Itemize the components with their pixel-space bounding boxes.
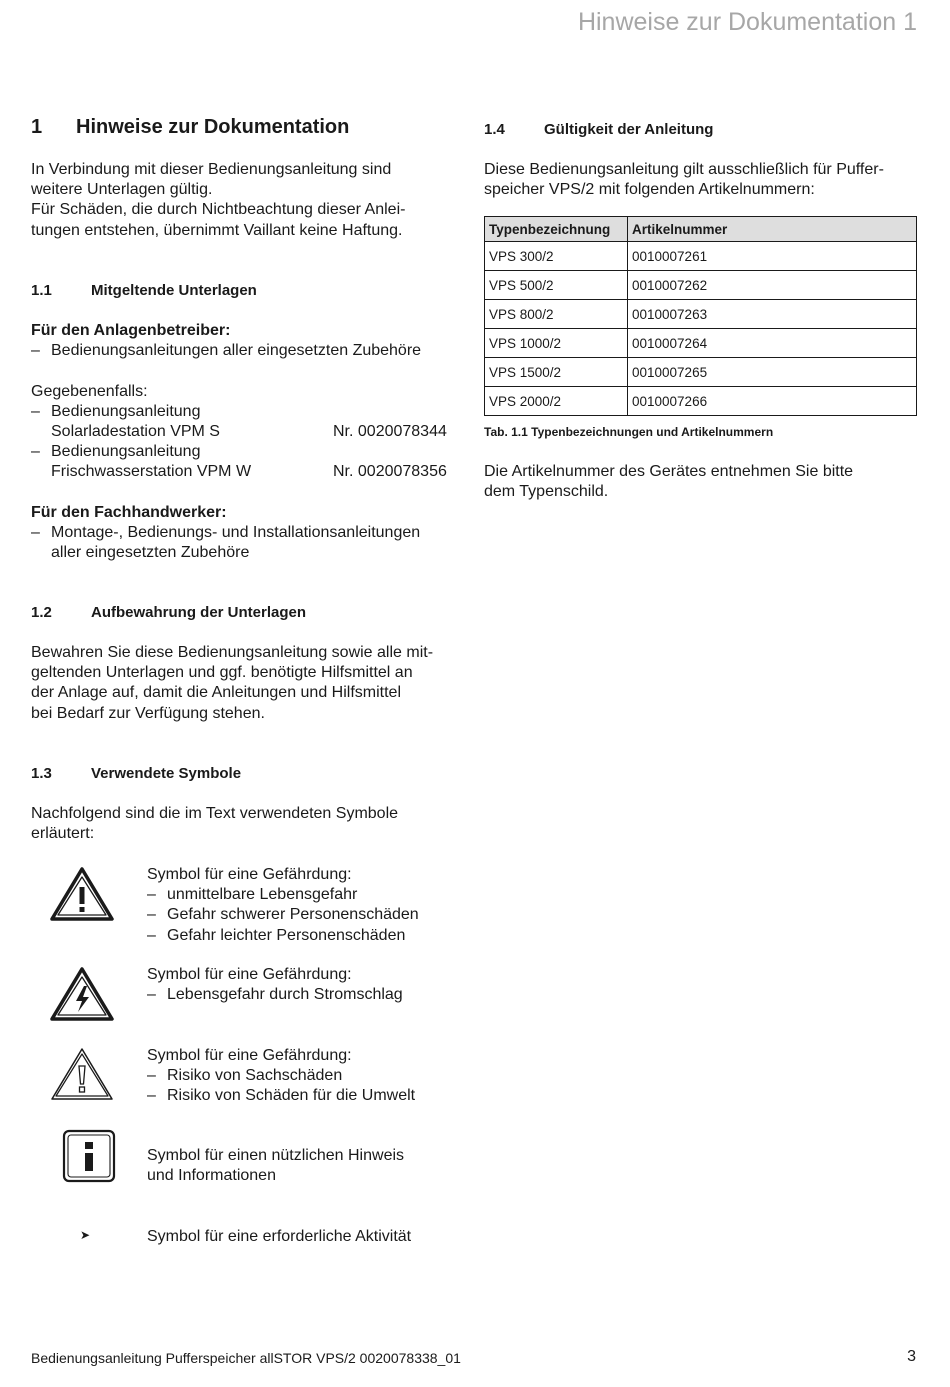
text-line: der Anlage auf, damit die Anleitungen und Hilfsmittel <box>31 684 402 702</box>
article-number-cell: 0010007263 <box>628 300 917 329</box>
table-row <box>485 242 917 271</box>
table-row <box>485 387 917 416</box>
text-line: dem Typenschild. <box>484 483 609 501</box>
list-item: – Risiko von Sachschäden <box>147 1067 343 1085</box>
table-row <box>485 358 917 387</box>
table-row <box>485 271 917 300</box>
section-title: Verwendete Symbole <box>91 765 242 782</box>
list-item: – Bedienungsanleitung <box>31 402 201 420</box>
text-line: weitere Unterlagen gültig. <box>31 181 213 199</box>
article-number-cell: 0010007265 <box>628 358 917 387</box>
type-cell: VPS 300/2 <box>485 242 628 271</box>
section-1-4-text <box>484 160 884 200</box>
electric-hazard-icon <box>49 966 115 1022</box>
article-number-cell: 0010007266 <box>628 387 917 416</box>
symbol-title: Symbol für eine Gefährdung: <box>147 966 352 983</box>
section-1-4-heading <box>484 121 713 138</box>
list-item-continuation: Solarladestation VPM S Nr. 0020078344 <box>31 422 463 442</box>
section-1-2-heading <box>31 604 306 621</box>
section-1-text <box>31 160 405 241</box>
symbol-description <box>147 965 403 1005</box>
text-line: Für Schäden, die durch Nichtbeachtung dieser Anlei- <box>31 201 406 219</box>
list-item-continuation: Frischwasserstation VPM W Nr. 0020078356 <box>31 462 463 482</box>
table-row <box>485 329 917 358</box>
list-item: – Bedienungsanleitungen aller eingesetzten Zubehöre <box>31 342 422 360</box>
section-number: 1.2 <box>31 604 52 621</box>
section-number: 1.3 <box>31 765 52 782</box>
list-item-continuation: aller eingesetzten Zubehöre <box>51 544 250 562</box>
table-header-row <box>485 217 917 242</box>
warning-triangle-icon <box>49 866 115 922</box>
section-title: Aufbewahrung der Unterlagen <box>91 604 307 621</box>
section-number: 1.1 <box>31 282 52 299</box>
type-cell: VPS 800/2 <box>485 300 628 329</box>
symbol-description <box>147 1146 404 1186</box>
section-1-heading <box>31 116 349 139</box>
symbol-title: Symbol für eine Gefährdung: <box>147 1047 352 1064</box>
section-1-3-heading <box>31 765 241 782</box>
symbol-description: Symbol für eine erforderliche Aktivität <box>147 1228 412 1245</box>
section-1-4-after-text <box>484 462 853 502</box>
text-line: Diese Bedienungsanleitung gilt ausschließlich für Puffer- <box>484 161 884 178</box>
section-title: Gültigkeit der Anleitung <box>544 121 714 138</box>
article-number-cell: 0010007261 <box>628 242 917 271</box>
text-line: geltenden Unterlagen und ggf. benötigte Hilfsmittel an <box>31 664 413 682</box>
page-number: 3 <box>907 1348 916 1365</box>
list-item: – Risiko von Schäden für die Umwelt <box>147 1087 416 1105</box>
table-caption: Tab. 1.1 Typenbezeichnungen und Artikelnummern <box>484 425 774 439</box>
installer-heading: Für den Fachhandwerker: <box>31 503 227 521</box>
list-item: – Bedienungsanleitung <box>31 443 201 461</box>
table-row <box>485 300 917 329</box>
text-line: erläutert: <box>31 825 95 843</box>
symbol-description <box>147 865 419 946</box>
section-number: 1.4 <box>484 121 505 138</box>
operator-heading: Für den Anlagenbetreiber: <box>31 322 231 339</box>
article-number-cell: 0010007264 <box>628 329 917 358</box>
list-item: – Gefahr schwerer Personenschäden <box>147 906 419 924</box>
arrow-icon: ➤ <box>80 1228 91 1242</box>
column-header: Typenbezeichnung <box>485 217 628 242</box>
section-number: 1 <box>31 116 43 138</box>
text-line: Symbol für einen nützlichen Hinweis <box>147 1147 405 1164</box>
article-number-cell: 0010007262 <box>628 271 917 300</box>
text-line: speicher VPS/2 mit folgenden Artikelnummern: <box>484 181 815 199</box>
text-line: und Informationen <box>147 1167 276 1185</box>
caution-triangle-icon <box>49 1046 115 1102</box>
footer-text: Bedienungsanleitung Pufferspeicher allSTOR VPS/2 0020078338_01 <box>31 1350 461 1366</box>
section-title: Hinweise zur Dokumentation <box>76 116 350 138</box>
optional-label: Gegebenenfalls: <box>31 382 148 400</box>
text-line: Nachfolgend sind die im Text verwendeten Symbole <box>31 805 399 822</box>
list-item: – unmittelbare Lebensgefahr <box>147 886 358 904</box>
page-header-title: Hinweise zur Dokumentation 1 <box>577 8 917 36</box>
column-header: Artikelnummer <box>628 217 917 242</box>
type-cell: VPS 1500/2 <box>485 358 628 387</box>
symbol-title: Symbol für eine Gefährdung: <box>147 866 352 883</box>
document-number: Nr. 0020078356 <box>333 463 447 481</box>
text-line: tungen entstehen, übernimmt Vaillant keine Haftung. <box>31 221 403 239</box>
section-1-1-body <box>31 321 463 563</box>
list-item: – Gefahr leichter Personenschäden <box>147 926 406 944</box>
section-1-2-text <box>31 643 433 724</box>
section-1-1-heading <box>31 282 257 299</box>
text-line: bei Bedarf zur Verfügung stehen. <box>31 704 265 722</box>
list-item: – Montage-, Bedienungs- und Installationsanleitungen <box>31 524 421 541</box>
list-item: – Lebensgefahr durch Stromschlag <box>147 986 403 1004</box>
symbol-description <box>147 1046 415 1107</box>
type-cell: VPS 500/2 <box>485 271 628 300</box>
text-line: In Verbindung mit dieser Bedienungsanleitung sind <box>31 161 392 178</box>
text-line: Die Artikelnummer des Gerätes entnehmen Sie bitte <box>484 463 854 480</box>
type-cell: VPS 1000/2 <box>485 329 628 358</box>
type-article-table <box>484 216 917 416</box>
section-1-3-intro <box>31 804 398 844</box>
type-cell: VPS 2000/2 <box>485 387 628 416</box>
section-title: Mitgeltende Unterlagen <box>91 282 257 299</box>
document-number: Nr. 0020078344 <box>333 423 447 440</box>
text-line: Bewahren Sie diese Bedienungsanleitung sowie alle mit- <box>31 644 434 661</box>
info-icon <box>62 1129 116 1183</box>
